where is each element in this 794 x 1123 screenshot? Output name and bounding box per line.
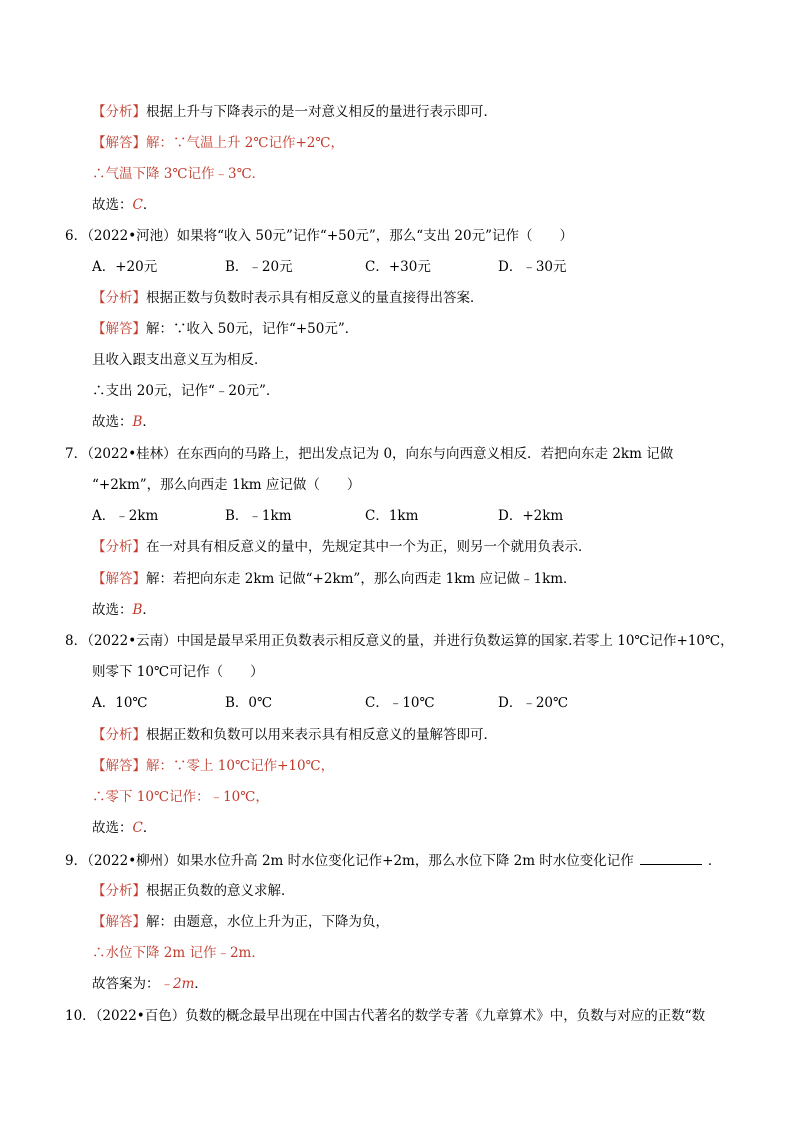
question-9-text: 9．（2022•柳州）如果水位升高 2m 时水位变化记作+2m，那么水位下降 2m 时水位变化记作 (65, 853, 634, 869)
solution-line (92, 569, 577, 589)
solution-text: 解：若把向东走 2km 记做“+2km”，那么向西走 1km 应记做﹣1km． (146, 571, 577, 587)
answer-prefix: 故选： (92, 414, 133, 430)
answer-line (92, 195, 156, 215)
analysis-line (92, 102, 497, 122)
q6-option-d: D．﹣30元 (498, 259, 567, 275)
q8-option-d: D．﹣20℃ (498, 695, 569, 711)
solution-line (92, 133, 344, 153)
solution-text: 解：由题意，水位上升为正，下降为负， (146, 914, 389, 930)
solution-tag: 【解答】 (92, 758, 146, 774)
q7-option-b: B．﹣1km (225, 508, 292, 524)
solution-tag: 【解答】 (92, 135, 146, 151)
question-8: 8．（2022•云南）中国是最早采用正负数表示相反意义的量，并进行负数运算的国家.若零上 10℃记作+10℃， (65, 633, 734, 649)
answer-choice: C (132, 820, 143, 836)
analysis-text: 在一对具有相反意义的量中，先规定其中一个为正，则另一个就用负表示． (146, 539, 592, 555)
q6-option-b: B．﹣20元 (225, 259, 293, 275)
answer-line (92, 974, 208, 994)
solution-step: ∴支出 20元，记作“﹣20元”． (92, 383, 280, 399)
q6-option-c: C．+30元 (365, 259, 431, 275)
q8-option-b: B．0℃ (225, 695, 273, 711)
answer-suffix: ． (142, 197, 157, 213)
question-9-end: ． (707, 853, 722, 869)
analysis-line (92, 881, 295, 901)
analysis-text: 根据上升与下降表示的是一对意义相反的量进行表示即可． (146, 104, 497, 120)
solution-step: ∴气温下降 3℃记作﹣3℃． (92, 166, 266, 182)
solution-step: 且收入跟支出意义互为相反． (92, 352, 268, 368)
q6-option-a: A．+20元 (92, 259, 158, 275)
question-7-cont: “+2km”，那么向西走 1km 应记做（ ） (92, 477, 361, 493)
answer-suffix: ． (142, 820, 157, 836)
solution-line (92, 912, 389, 932)
solution-text: 解：∵收入 50元，记作“+50元”． (146, 321, 359, 337)
question-7: 7．（2022•桂林）在东西向的马路上，把出发点记为 0，向东与向西意义相反．若把向东走 2km 记做 (65, 446, 674, 462)
q8-option-a: A．10℃ (92, 695, 148, 711)
analysis-text: 根据正负数的意义求解． (146, 883, 295, 899)
q7-option-a: A．﹣2km (92, 508, 159, 524)
solution-step: ∴零下 10℃记作：﹣10℃， (92, 789, 269, 805)
analysis-line (92, 537, 592, 557)
analysis-line (92, 288, 484, 308)
analysis-text: 根据正数与负数时表示具有相反意义的量直接得出答案． (146, 290, 484, 306)
analysis-line (92, 725, 497, 745)
answer-line (92, 818, 156, 838)
answer-blank (640, 850, 702, 865)
analysis-tag: 【分析】 (92, 883, 146, 899)
analysis-tag: 【分析】 (92, 290, 146, 306)
solution-text: 解：∵气温上升 2℃记作+2℃， (146, 135, 344, 151)
analysis-tag: 【分析】 (92, 727, 146, 743)
answer-choice: B (132, 602, 143, 618)
solution-tag: 【解答】 (92, 321, 146, 337)
answer-line (92, 600, 156, 620)
solution-line (92, 319, 358, 339)
analysis-tag: 【分析】 (92, 539, 146, 555)
answer-prefix: 故选： (92, 197, 133, 213)
q8-option-c: C．﹣10℃ (365, 695, 435, 711)
answer-prefix: 故选： (92, 602, 133, 618)
solution-text: 解：∵零上 10℃记作+10℃， (146, 758, 335, 774)
solution-step: ∴水位下降 2m 记作﹣2m． (92, 945, 265, 961)
solution-tag: 【解答】 (92, 571, 146, 587)
answer-suffix: ． (142, 414, 156, 430)
solution-line (92, 756, 334, 776)
answer-value: ﹣2m (159, 976, 195, 992)
q7-option-c: C．1km (365, 508, 419, 524)
question-8-cont: 则零下 10℃可记作（ ） (92, 664, 264, 680)
question-10: 10．（2022•百色）负数的概念最早出现在中国古代著名的数学专著《九章算术》中，负数与对应的正数“数 (65, 1008, 706, 1024)
answer-line (92, 412, 156, 432)
question-9 (65, 850, 721, 871)
solution-tag: 【解答】 (92, 914, 146, 930)
analysis-text: 根据正数和负数可以用来表示具有相反意义的量解答即可． (146, 727, 497, 743)
answer-choice: B (132, 414, 143, 430)
answer-suffix: ． (142, 602, 156, 618)
q7-option-d: D．+2km (498, 508, 564, 524)
question-6: 6．（2022•河池）如果将“收入 50元”记作“+50元”，那么“支出 20元”记作（ ） (65, 228, 573, 244)
answer-prefix: 故答案为： (92, 976, 160, 992)
analysis-tag: 【分析】 (92, 104, 146, 120)
answer-choice: C (132, 197, 143, 213)
answer-suffix: ． (194, 976, 208, 992)
answer-prefix: 故选： (92, 820, 133, 836)
